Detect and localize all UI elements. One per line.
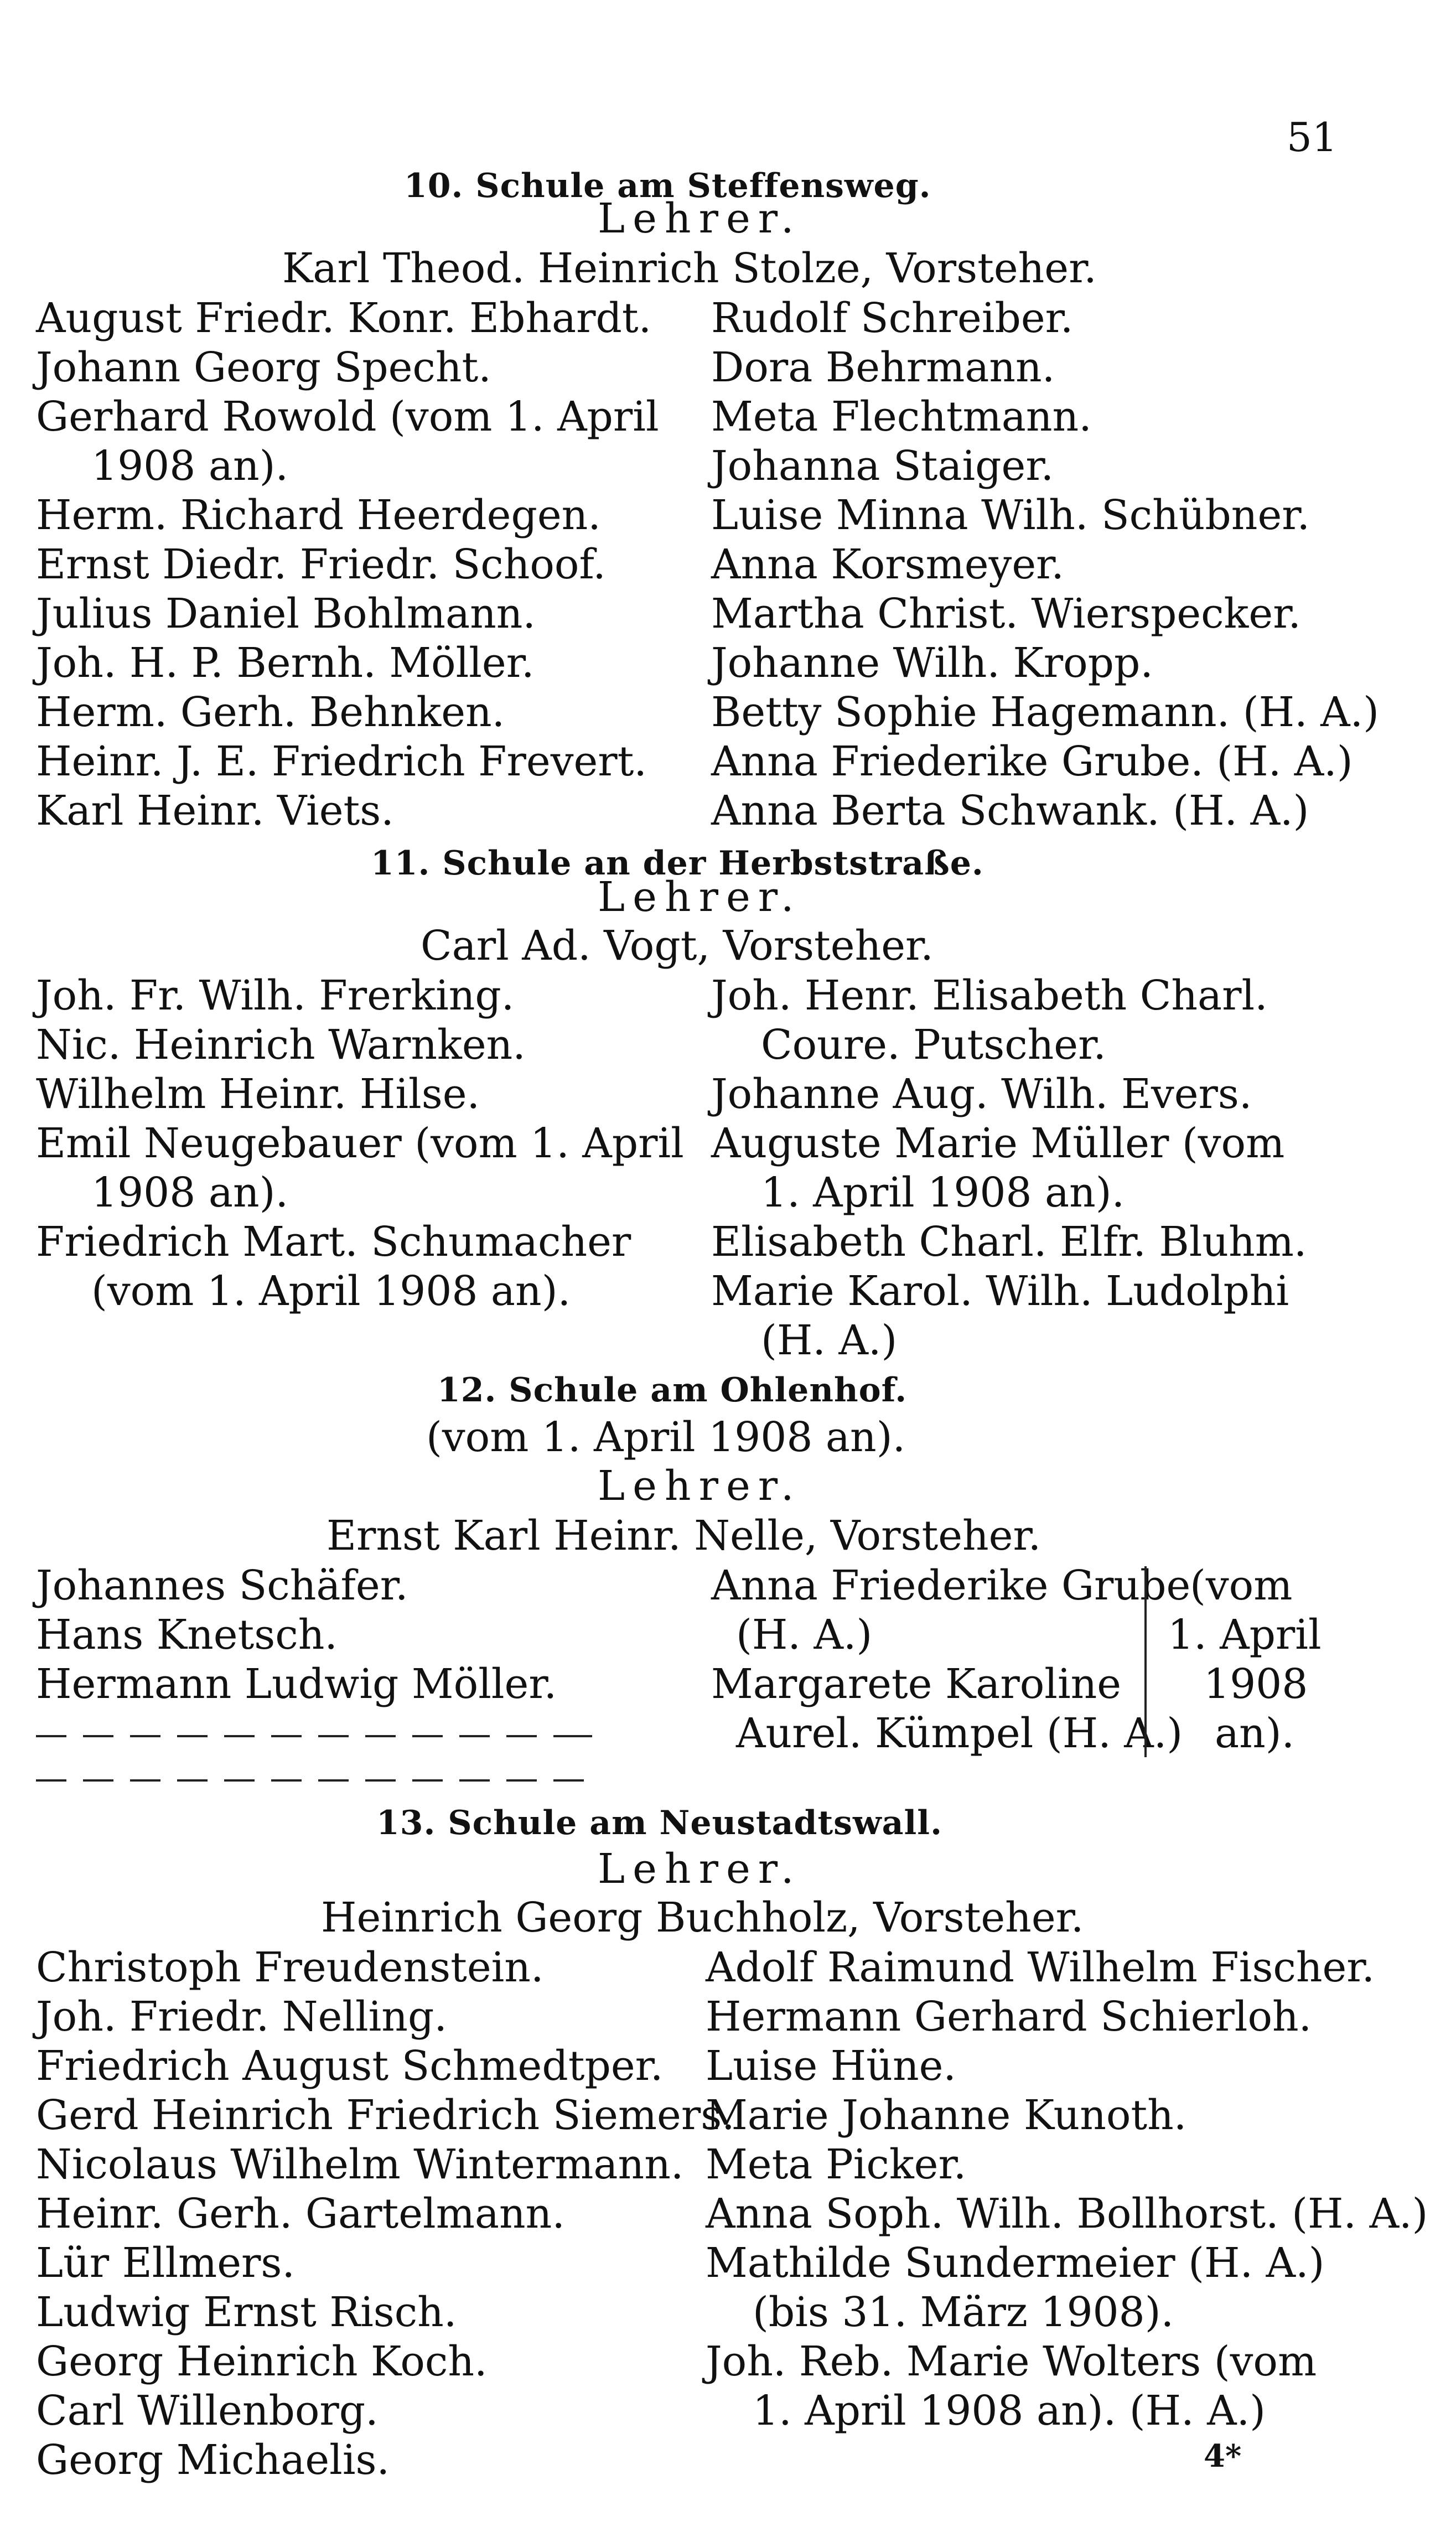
- teachers-label: Lehrer.: [598, 1462, 802, 1510]
- left-entry: Hans Knetsch.: [36, 1611, 338, 1659]
- left-entry: Friedrich Mart. Schumacher: [36, 1218, 631, 1266]
- right-entry: Johanne Wilh. Kropp.: [711, 639, 1153, 687]
- section-note: (vom 1. April 1908 an).: [426, 1414, 906, 1461]
- right-entry: Betty Sophie Hagemann. (H. A.): [711, 688, 1379, 736]
- right-entry: Hermann Gerhard Schierloh.: [706, 1993, 1312, 2041]
- left-entry: Herm. Richard Heerdegen.: [36, 491, 601, 539]
- left-entry: August Friedr. Konr. Ebhardt.: [36, 294, 652, 342]
- right-entry: 1. April 1908 an). (H. A.): [753, 2387, 1266, 2435]
- bracket-note-line: an).: [1215, 1710, 1295, 1757]
- right-entry: Rudolf Schreiber.: [711, 294, 1074, 342]
- right-entry: Mathilde Sundermeier (H. A.): [706, 2239, 1325, 2287]
- head-teacher: Carl Ad. Vogt, Vorsteher.: [421, 922, 934, 970]
- left-entry: Herm. Gerh. Behnken.: [36, 688, 505, 736]
- right-entry: Anna Friederike Grube. (H. A.): [711, 738, 1353, 785]
- head-teacher: Ernst Karl Heinr. Nelle, Vorsteher.: [327, 1512, 1042, 1560]
- bracket-note-line: 1. April: [1168, 1611, 1322, 1659]
- right-entry: (bis 31. März 1908).: [753, 2289, 1174, 2336]
- right-entry: Anna Soph. Wilh. Bollhorst. (H. A.): [706, 2190, 1428, 2238]
- left-entry: Georg Heinrich Koch.: [36, 2338, 488, 2385]
- right-entry: (H. A.): [761, 1317, 898, 1364]
- head-teacher: Heinrich Georg Buchholz, Vorsteher.: [321, 1894, 1084, 1941]
- left-entry: Carl Willenborg.: [36, 2387, 379, 2435]
- teachers-label: Lehrer.: [598, 195, 802, 242]
- left-entry: Lür Ellmers.: [36, 2239, 295, 2287]
- left-entry: Wilhelm Heinr. Hilse.: [36, 1070, 480, 1118]
- left-entry: Heinr. Gerh. Gartelmann.: [36, 2190, 565, 2238]
- right-entry: Anna Korsmeyer.: [711, 541, 1064, 588]
- signature-mark: 4*: [1204, 2438, 1242, 2474]
- section-heading: 13. Schule am Neustadtswall.: [376, 1804, 942, 1842]
- right-entry: Margarete Karoline: [711, 1660, 1122, 1708]
- right-entry: Luise Minna Wilh. Schübner.: [711, 491, 1310, 539]
- page-number: 51: [1287, 114, 1338, 160]
- left-entry: Georg Michaelis.: [36, 2436, 390, 2484]
- right-entry: Johanna Staiger.: [711, 442, 1054, 490]
- bracket-note-line: 1908: [1204, 1660, 1308, 1708]
- left-entry: Ludwig Ernst Risch.: [36, 2289, 457, 2336]
- right-entry: Aurel. Kümpel (H. A.): [736, 1710, 1183, 1757]
- section-heading: 11. Schule an der Herbststraße.: [371, 844, 984, 883]
- left-entry: Ernst Diedr. Friedr. Schoof.: [36, 541, 606, 588]
- teachers-label: Lehrer.: [598, 873, 802, 921]
- right-entry: Marie Karol. Wilh. Ludolphi: [711, 1267, 1289, 1315]
- left-entry: Joh. Friedr. Nelling.: [36, 1993, 447, 2041]
- left-entry: 1908 an).: [91, 1169, 289, 1216]
- right-entry: (H. A.): [736, 1611, 873, 1659]
- right-entry: Dora Behrmann.: [711, 344, 1055, 391]
- left-entry: Nic. Heinrich Warnken.: [36, 1021, 526, 1069]
- left-entry: Johann Georg Specht.: [36, 344, 491, 391]
- left-entry: Nicolaus Wilhelm Wintermann.: [36, 2141, 684, 2188]
- right-entry: Anna Friederike Grube: [711, 1562, 1191, 1609]
- section-heading: 10. Schule am Steffensweg.: [404, 167, 931, 205]
- left-entry: Gerhard Rowold (vom 1. April: [36, 393, 659, 441]
- right-entry: Auguste Marie Müller (vom: [711, 1120, 1285, 1167]
- right-entry: 1. April 1908 an).: [761, 1169, 1125, 1216]
- right-entry: Meta Picker.: [706, 2141, 967, 2188]
- right-entry: Adolf Raimund Wilhelm Fischer.: [706, 1944, 1375, 1991]
- bracket-note-line: (vom: [1190, 1562, 1293, 1609]
- right-entry: Martha Christ. Wierspecker.: [711, 590, 1301, 638]
- teachers-label: Lehrer.: [598, 1845, 802, 1893]
- left-entry: Friedrich August Schmedtper.: [36, 2042, 664, 2090]
- right-entry: Joh. Henr. Elisabeth Charl.: [711, 972, 1268, 1019]
- right-entry: Meta Flechtmann.: [711, 393, 1092, 441]
- left-entry: Heinr. J. E. Friedrich Frevert.: [36, 738, 647, 785]
- right-entry: Coure. Putscher.: [761, 1021, 1106, 1069]
- head-teacher: Karl Theod. Heinrich Stolze, Vorsteher.: [282, 245, 1097, 292]
- right-entry: Anna Berta Schwank. (H. A.): [711, 787, 1309, 835]
- left-entry: Joh. Fr. Wilh. Frerking.: [36, 972, 515, 1019]
- right-entry: Johanne Aug. Wilh. Evers.: [711, 1070, 1252, 1118]
- right-entry: Elisabeth Charl. Elfr. Bluhm.: [711, 1218, 1307, 1266]
- left-entry: 1908 an).: [91, 442, 289, 490]
- left-entry: Julius Daniel Bohlmann.: [36, 590, 536, 638]
- left-entry: Hermann Ludwig Möller.: [36, 1660, 557, 1708]
- bracket-line: [1144, 1566, 1147, 1757]
- right-entry: Marie Johanne Kunoth.: [706, 2091, 1187, 2139]
- left-entry: Johannes Schäfer.: [36, 1562, 408, 1609]
- left-entry: Gerd Heinrich Friedrich Siemers.: [36, 2091, 735, 2139]
- left-entry: Emil Neugebauer (vom 1. April: [36, 1120, 684, 1167]
- left-entry: Joh. H. P. Bernh. Möller.: [36, 639, 535, 687]
- left-entry: Karl Heinr. Viets.: [36, 787, 394, 835]
- section-heading: 12. Schule am Ohlenhof.: [437, 1371, 908, 1410]
- left-entry: Christoph Freudenstein.: [36, 1944, 544, 1991]
- right-entry: Luise Hüne.: [706, 2042, 956, 2090]
- left-entry: (vom 1. April 1908 an).: [91, 1267, 571, 1315]
- right-entry: Joh. Reb. Marie Wolters (vom: [706, 2338, 1317, 2385]
